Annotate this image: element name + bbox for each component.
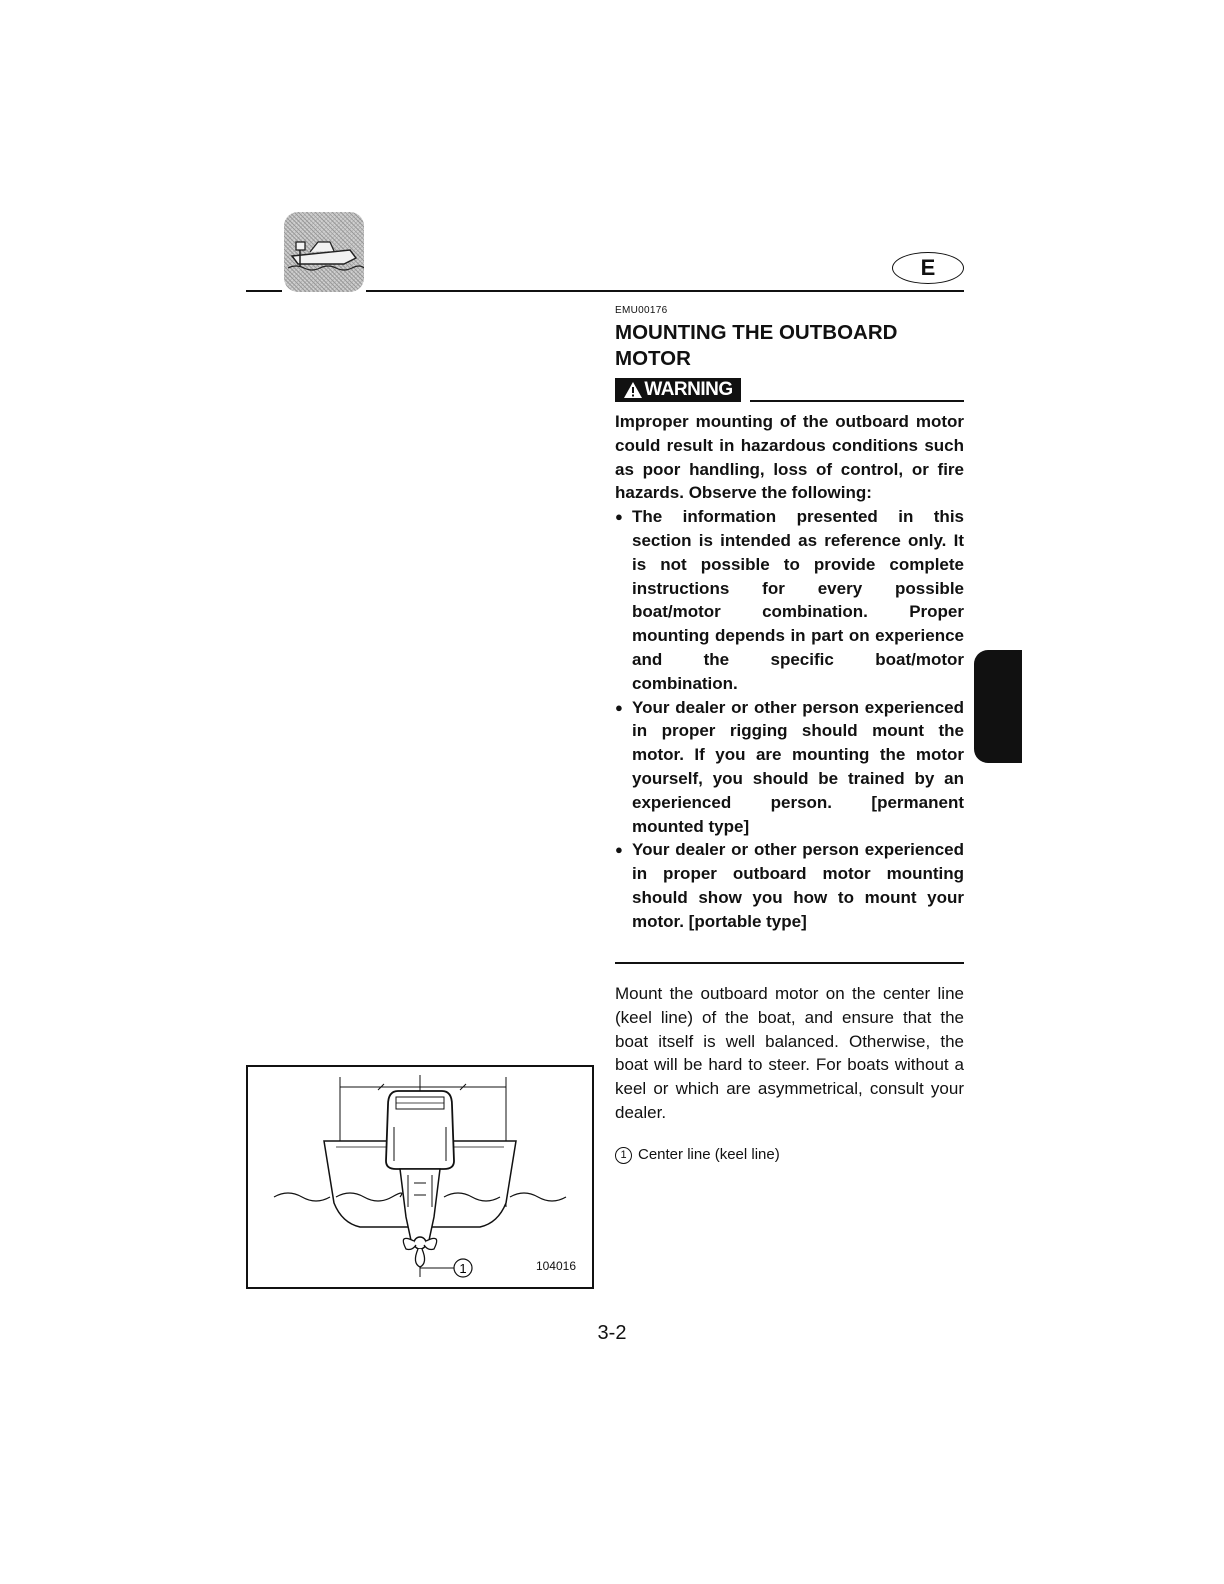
warning-bullet: ● Your dealer or other person experienced in proper outboard motor mounting should show you how to mount your motor. [portable type] [615, 838, 964, 933]
outboard-boat-icon [284, 212, 364, 292]
chapter-icon [284, 212, 364, 292]
body-paragraph: Mount the outboard motor on the center line (keel line) of the boat, and ensure that the boat itself is well balanced. Otherwise, the boat will be hard to steer. For boats without a keel or which are asymmetrical, consult your dealer. [615, 984, 964, 1122]
warning-intro: Improper mounting of the outboard motor could result in hazardous conditions such as poor handling, loss of control, or fire hazards. Observe the following: [615, 412, 964, 503]
warning-badge [615, 378, 741, 402]
figure-callout: 1 [459, 1261, 467, 1276]
chapter-thumb-tab [974, 650, 1022, 763]
figure-caption [615, 1146, 780, 1164]
section-title: MOUNTING THE OUTBOARD MOTOR [615, 321, 898, 370]
mounting-figure [246, 1065, 594, 1289]
boat-stern-illustration [248, 1067, 592, 1287]
warning-end-rule [615, 962, 964, 964]
header-rule [366, 290, 964, 292]
caption-text: Center line (keel line) [638, 1146, 780, 1163]
warning-bullet: ● The information presented in this section is intended as reference only. It is not possible to provide complete instructions for every possible boat/motor combination. Proper mounting depends in part on experience and the specific boat/motor combination. [615, 505, 964, 695]
header-rule-left [246, 290, 282, 292]
warning-body [615, 410, 964, 934]
page-number: 3-2 [597, 1322, 627, 1344]
warning-triangle-icon [623, 381, 643, 399]
warning-list [615, 505, 964, 933]
warning-bullet: ● Your dealer or other person experienced in proper rigging should mount the motor. If you are mounting the motor yourself, you should be trained by an experienced person. [permanent mounted type] [615, 696, 964, 839]
caption-number: 1 [615, 1147, 632, 1164]
section-code: EMU00176 [615, 305, 668, 316]
language-badge: E [892, 252, 964, 284]
figure-id: 104016 [535, 1259, 576, 1273]
warning-label: WARNING [644, 379, 733, 400]
warning-rule [750, 400, 964, 402]
